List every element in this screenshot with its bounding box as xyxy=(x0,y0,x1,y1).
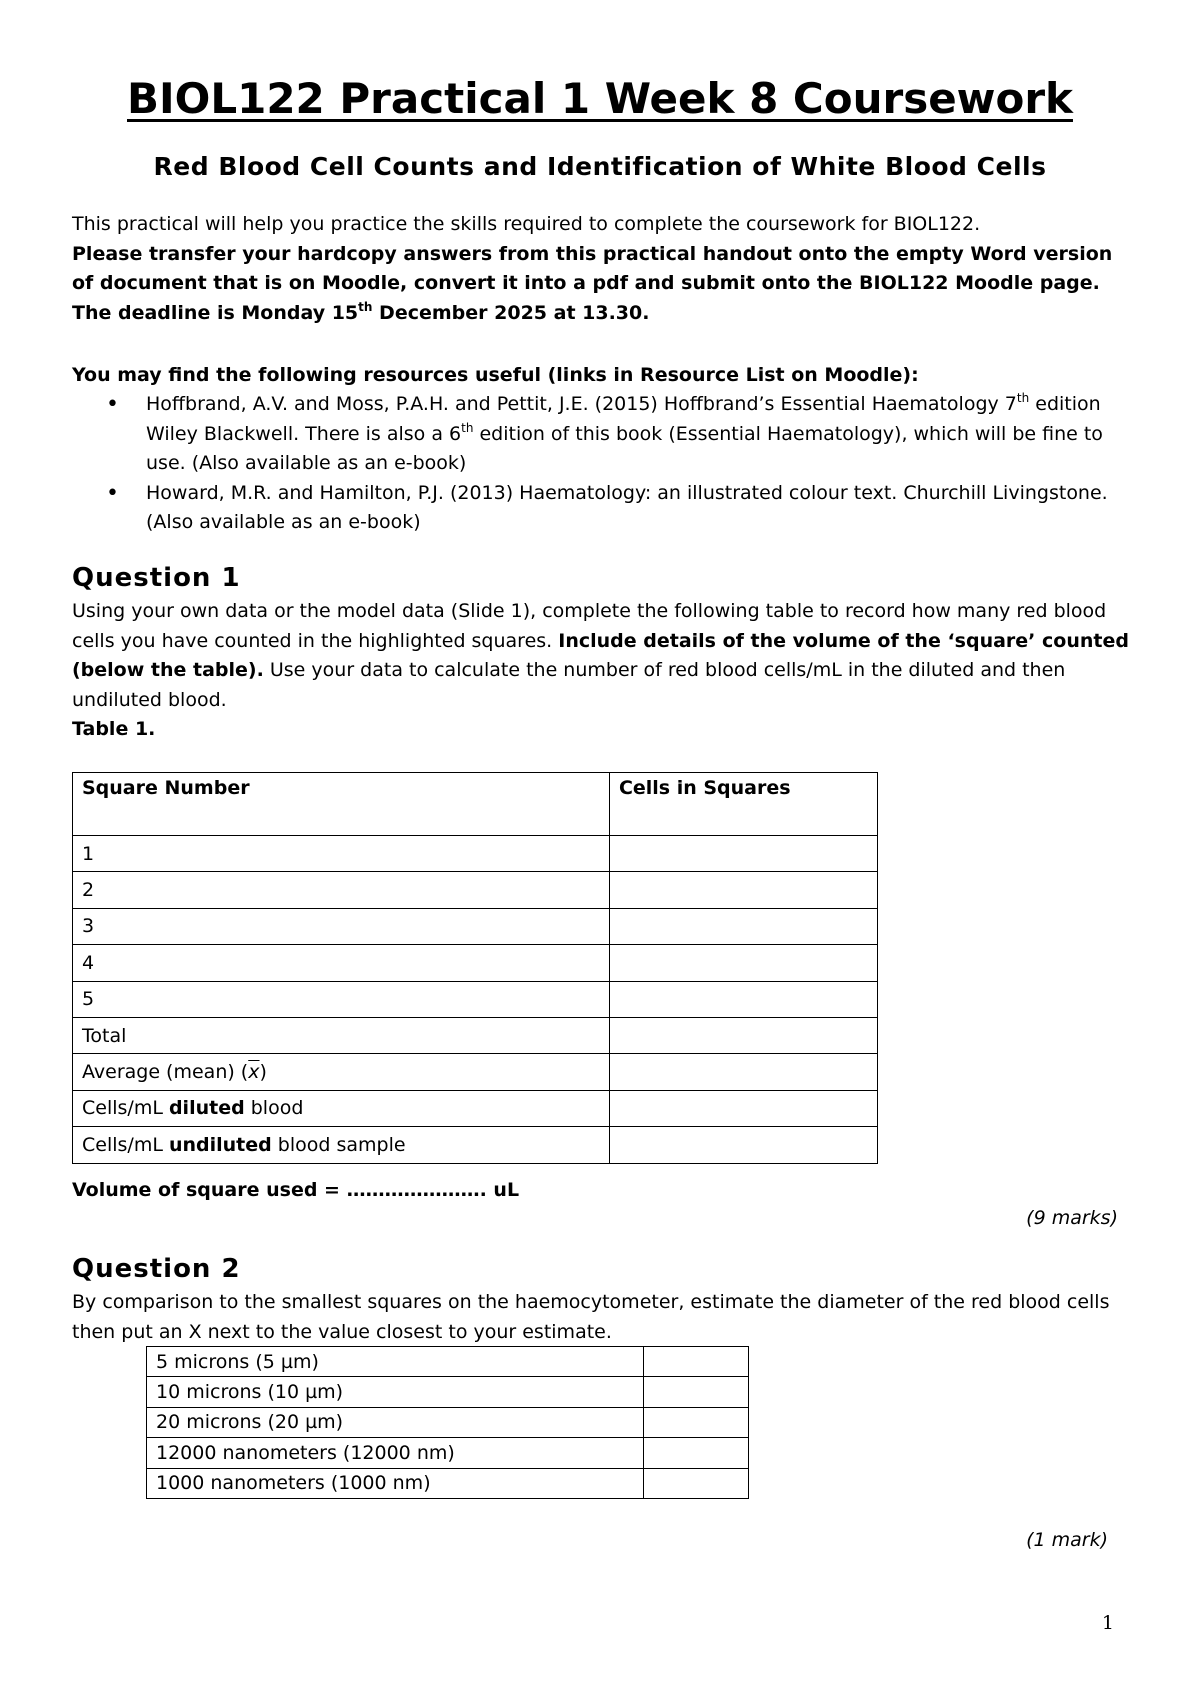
document-subtitle: Red Blood Cell Counts and Identification of White Blood Cells xyxy=(153,152,1047,181)
answer-cell[interactable] xyxy=(643,1347,749,1377)
table-row: 4 xyxy=(73,945,878,981)
resource-item-howard: • Howard, M.R. and Hamilton, P.J. (2013) Haematology: an illustrated colour text. Churchill Livingstone. (Also available as an e-book) xyxy=(106,480,1108,533)
document-title: BIOL122 Practical 1 Week 8 Coursework xyxy=(127,74,1073,123)
header-cells-in-squares: Cells in Squares xyxy=(609,773,877,836)
table-row: 3 xyxy=(73,908,878,944)
question-1-text: Using your own data or the model data (Slide 1), complete the following table to record how many red blood cells you have counted in the highlighted squares. Include details of the volume of the ‘square’ counted (below the table). Use your data to calculate the number of red blood cells/mL in the diluted and then undiluted blood. xyxy=(72,600,1129,711)
intro-block xyxy=(72,210,1132,328)
intro-line: This practical will help you practice the skills required to complete the coursework for BIOL122. xyxy=(72,213,981,235)
bullet-icon: • xyxy=(106,392,119,417)
question-2-marks: (1 mark) xyxy=(1026,1529,1108,1551)
table-row: Total xyxy=(73,1017,878,1053)
resources-list xyxy=(72,390,1132,538)
submission-instruction: Please transfer your hardcopy answers from this practical handout onto the empty Word version of document that is on Moodle, convert it into a pdf and submit onto the BIOL122 Moodle page. The deadline is Monday 15th December 2025 at 13.30. xyxy=(72,242,1113,324)
question-2-text: By comparison to the smallest squares on the haemocytometer, estimate the diameter of the red blood cells then put an X next to the value closest to your estimate. xyxy=(72,1291,1110,1343)
table-row: 5 xyxy=(73,981,878,1017)
question-1-heading: Question 1 xyxy=(72,563,241,593)
answer-cell[interactable] xyxy=(643,1468,749,1498)
resource-item-hoffbrand: • Hoffbrand, A.V. and Moss, P.A.H. and Pettit, J.E. (2015) Hoffbrand’s Essential Haematology 7th edition Wiley Blackwell. There is also a 6th edition of this book (Essential Haematology), which will be fine to use. (Also available as an e-book) xyxy=(106,391,1103,474)
resources-heading: You may find the following resources useful (links in Resource List on Moodle): xyxy=(72,364,919,386)
answer-cell[interactable] xyxy=(609,945,877,981)
answer-cell[interactable] xyxy=(609,1017,877,1053)
answer-cell[interactable] xyxy=(609,872,877,908)
diameter-options-table xyxy=(146,1346,749,1499)
answer-cell[interactable] xyxy=(609,836,877,872)
answer-cell[interactable] xyxy=(643,1407,749,1437)
table-header-row xyxy=(73,773,878,836)
answer-cell[interactable] xyxy=(609,908,877,944)
red-cell-count-table xyxy=(72,772,878,1164)
question-1-marks: (9 marks) xyxy=(1026,1207,1118,1229)
page-number: 1 xyxy=(1101,1612,1114,1634)
bullet-icon: • xyxy=(106,480,119,506)
option-row: 1000 nanometers (1000 nm) xyxy=(147,1468,749,1498)
table-1-label: Table 1. xyxy=(72,718,156,740)
table-row: 2 xyxy=(73,872,878,908)
question-2-heading: Question 2 xyxy=(72,1254,241,1284)
table-row: 1 xyxy=(73,836,878,872)
volume-line: Volume of square used = …………………. uL xyxy=(72,1179,520,1201)
option-row: 5 microns (5 µm) xyxy=(147,1347,749,1377)
answer-cell[interactable] xyxy=(609,1054,877,1090)
table-row-average: Average (mean) $(\overline{x})$ xyxy=(73,1054,878,1090)
mean-symbol: $\overline{x}$ xyxy=(248,1061,260,1084)
header-square-number: Square Number xyxy=(73,773,610,836)
answer-cell[interactable] xyxy=(609,981,877,1017)
table-row-diluted: Cells/mL diluted blood xyxy=(73,1090,878,1126)
option-row: 20 microns (20 µm) xyxy=(147,1407,749,1437)
answer-cell[interactable] xyxy=(643,1438,749,1468)
table-row-undiluted: Cells/mL undiluted blood sample xyxy=(73,1127,878,1163)
option-row: 10 microns (10 µm) xyxy=(147,1377,749,1407)
answer-cell[interactable] xyxy=(643,1377,749,1407)
answer-cell[interactable] xyxy=(609,1090,877,1126)
option-row: 12000 nanometers (12000 nm) xyxy=(147,1438,749,1468)
answer-cell[interactable] xyxy=(609,1127,877,1163)
